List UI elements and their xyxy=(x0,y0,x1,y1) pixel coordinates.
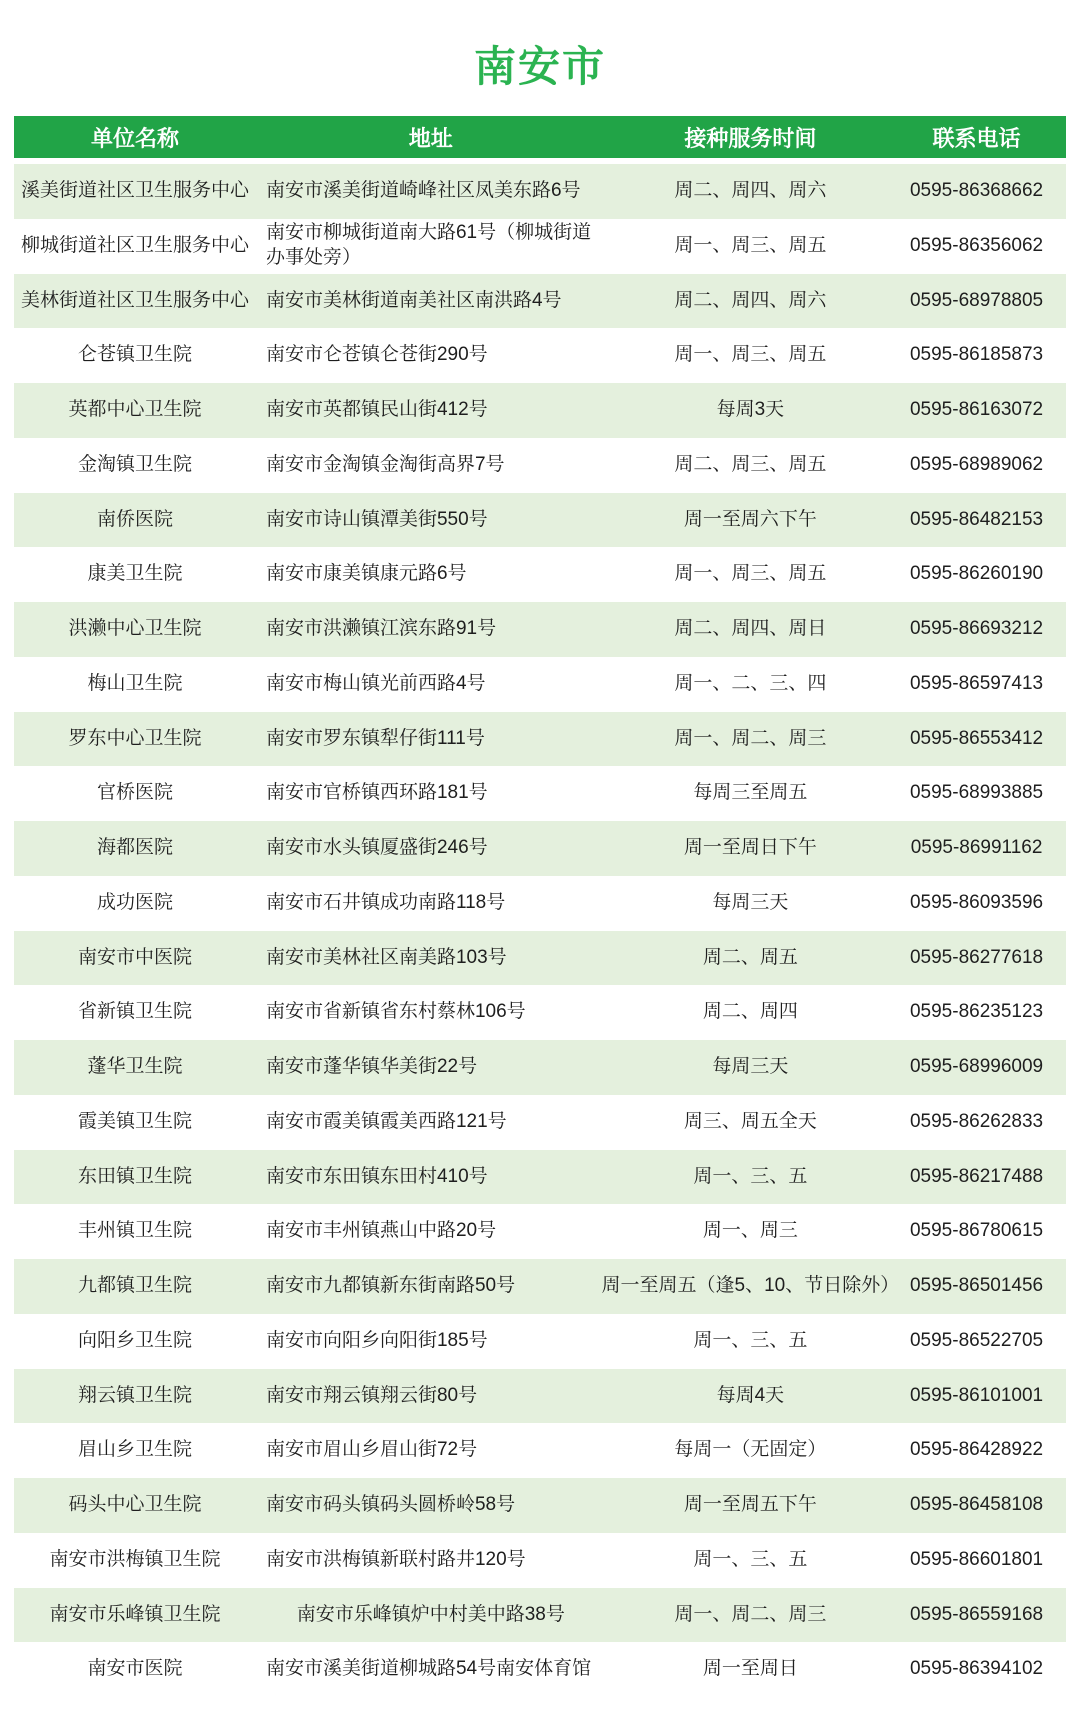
phone-cell: 0595-86262833 xyxy=(909,1110,1044,1132)
table-row xyxy=(14,1478,1066,1533)
unit-name-cell: 向阳乡卫生院 xyxy=(77,1329,192,1351)
address-cell: 南安市美林街道南美社区南洪路4号 xyxy=(265,289,562,311)
unit-name-cell: 霞美镇卫生院 xyxy=(77,1110,192,1132)
phone-cell: 0595-86553412 xyxy=(909,727,1044,749)
table-row xyxy=(14,328,1066,383)
header-phone: 联系电话 xyxy=(932,125,1021,151)
header-address: 地址 xyxy=(408,125,453,151)
phone-cell: 0595-68996009 xyxy=(909,1056,1044,1078)
table-row xyxy=(14,766,1066,821)
clinic-table xyxy=(14,116,1066,1697)
service-time-cell: 周一、周三 xyxy=(702,1220,798,1242)
table-row xyxy=(14,657,1066,712)
address-cell: 南安市丰州镇燕山中路20号 xyxy=(265,1220,497,1242)
service-time-cell: 周一至周六下午 xyxy=(683,508,817,530)
unit-name-cell: 码头中心卫生院 xyxy=(68,1494,202,1516)
service-time-cell: 每周4天 xyxy=(716,1384,785,1406)
unit-name-cell: 九都镇卫生院 xyxy=(77,1275,192,1297)
table-row xyxy=(14,493,1066,548)
service-time-cell: 周二、周四、周六 xyxy=(674,289,827,311)
unit-name-cell: 英都中心卫生院 xyxy=(68,399,202,421)
address-cell: 南安市英都镇民山街412号 xyxy=(265,399,488,421)
service-time-cell: 周一至周五（逢5、10、节日除外） xyxy=(601,1275,900,1297)
unit-name-cell: 金淘镇卫生院 xyxy=(77,453,192,475)
service-time-cell: 每周三天 xyxy=(712,1056,789,1078)
table-row xyxy=(14,1369,1066,1424)
service-time-cell: 周一、三、五 xyxy=(693,1548,808,1570)
table-row xyxy=(14,876,1066,931)
page-title: 南安市 xyxy=(473,43,606,90)
address-cell: 南安市柳城街道南大路61号（柳城街道办事处旁） xyxy=(265,222,592,269)
unit-name-cell: 美林街道社区卫生服务中心 xyxy=(20,289,249,311)
service-time-cell: 周一、周三、周五 xyxy=(674,234,827,256)
table-row xyxy=(14,1150,1066,1205)
table-row xyxy=(14,821,1066,876)
unit-name-cell: 眉山乡卫生院 xyxy=(77,1439,192,1461)
address-cell: 南安市霞美镇霞美西路121号 xyxy=(265,1110,507,1132)
service-time-cell: 每周三天 xyxy=(712,891,789,913)
service-time-cell: 周一、二、三、四 xyxy=(674,672,827,694)
phone-cell: 0595-86394102 xyxy=(909,1658,1044,1680)
service-time-cell: 周二、周三、周五 xyxy=(674,453,827,475)
unit-name-cell: 罗东中心卫生院 xyxy=(68,727,202,749)
unit-name-cell: 南侨医院 xyxy=(96,508,173,530)
service-time-cell: 周一、周三、周五 xyxy=(674,563,827,585)
address-cell: 南安市眉山乡眉山街72号 xyxy=(265,1439,478,1461)
table-row xyxy=(14,547,1066,602)
unit-name-cell: 南安市中医院 xyxy=(77,946,192,968)
unit-name-cell: 成功医院 xyxy=(96,891,173,913)
table-row xyxy=(14,1040,1066,1095)
phone-cell: 0595-86522705 xyxy=(909,1329,1044,1351)
table-row xyxy=(14,383,1066,438)
table-row xyxy=(14,164,1066,219)
unit-name-cell: 官桥医院 xyxy=(96,782,173,804)
unit-name-cell: 翔云镇卫生院 xyxy=(77,1384,192,1406)
unit-name-cell: 海都医院 xyxy=(96,837,173,859)
service-time-cell: 每周三至周五 xyxy=(693,782,808,804)
table-row xyxy=(14,602,1066,657)
address-cell: 南安市金淘镇金淘街高界7号 xyxy=(265,453,505,475)
unit-name-cell: 省新镇卫生院 xyxy=(77,1001,192,1023)
unit-name-cell: 洪濑中心卫生院 xyxy=(68,618,202,640)
service-time-cell: 周一、周三、周五 xyxy=(674,344,827,366)
service-time-cell: 周一至周日 xyxy=(702,1658,798,1680)
unit-name-cell: 南安市医院 xyxy=(87,1658,183,1680)
service-time-cell: 周二、周四、周六 xyxy=(674,180,827,202)
unit-name-cell: 南安市乐峰镇卫生院 xyxy=(49,1603,221,1625)
header-unit-name: 单位名称 xyxy=(90,125,179,151)
service-time-cell: 每周一（无固定） xyxy=(674,1439,827,1461)
service-time-cell: 周二、周五 xyxy=(702,946,798,968)
phone-cell: 0595-86356062 xyxy=(909,234,1044,256)
service-time-cell: 周一、三、五 xyxy=(693,1165,808,1187)
address-cell: 南安市码头镇码头圆桥岭58号 xyxy=(265,1494,516,1516)
phone-cell: 0595-86235123 xyxy=(909,1001,1044,1023)
address-cell: 南安市溪美街道崎峰社区凤美东路6号 xyxy=(265,180,581,202)
phone-cell: 0595-86559168 xyxy=(909,1603,1044,1625)
address-cell: 南安市石井镇成功南路118号 xyxy=(265,891,506,913)
table-header-row xyxy=(14,116,1066,158)
unit-name-cell: 柳城街道社区卫生服务中心 xyxy=(20,234,249,256)
phone-cell: 0595-86693212 xyxy=(909,618,1044,640)
address-cell: 南安市官桥镇西环路181号 xyxy=(265,782,488,804)
unit-name-cell: 康美卫生院 xyxy=(87,563,183,585)
table-row xyxy=(14,1095,1066,1150)
service-time-cell: 周二、周四 xyxy=(702,1001,798,1023)
table-row xyxy=(14,712,1066,767)
address-cell: 南安市溪美街道柳城路54号南安体育馆 xyxy=(265,1658,592,1680)
unit-name-cell: 丰州镇卫生院 xyxy=(77,1220,192,1242)
phone-cell: 0595-86601801 xyxy=(909,1548,1044,1570)
service-time-cell: 周三、周五全天 xyxy=(683,1110,817,1132)
phone-cell: 0595-86597413 xyxy=(909,672,1044,694)
phone-cell: 0595-86482153 xyxy=(909,508,1044,530)
service-time-cell: 周一至周日下午 xyxy=(683,837,817,859)
table-row xyxy=(14,1259,1066,1314)
table-row xyxy=(14,1588,1066,1643)
table-row xyxy=(14,1204,1066,1259)
phone-cell: 0595-86991162 xyxy=(910,837,1043,859)
phone-cell: 0595-68993885 xyxy=(909,782,1044,804)
address-cell: 南安市诗山镇潭美街550号 xyxy=(265,508,488,530)
table-row xyxy=(14,931,1066,986)
unit-name-cell: 蓬华卫生院 xyxy=(87,1056,183,1078)
table-row xyxy=(14,1423,1066,1478)
address-cell: 南安市仑苍镇仑苍街290号 xyxy=(265,344,488,366)
address-cell: 南安市东田镇东田村410号 xyxy=(265,1165,488,1187)
service-time-cell: 周一、周二、周三 xyxy=(674,1603,827,1625)
address-cell: 南安市乐峰镇炉中村美中路38号 xyxy=(296,1603,565,1625)
header-service-time: 接种服务时间 xyxy=(684,125,817,151)
phone-cell: 0595-86428922 xyxy=(909,1439,1044,1461)
phone-cell: 0595-68989062 xyxy=(909,453,1044,475)
phone-cell: 0595-86217488 xyxy=(909,1165,1044,1187)
phone-cell: 0595-86185873 xyxy=(909,344,1044,366)
address-cell: 南安市康美镇康元路6号 xyxy=(265,563,467,585)
address-cell: 南安市洪濑镇江滨东路91号 xyxy=(265,618,497,640)
address-cell: 南安市翔云镇翔云街80号 xyxy=(265,1384,478,1406)
phone-cell: 0595-86368662 xyxy=(909,180,1044,202)
table-row xyxy=(14,1314,1066,1369)
phone-cell: 0595-86260190 xyxy=(909,563,1044,585)
unit-name-cell: 梅山卫生院 xyxy=(87,672,183,694)
table-row xyxy=(14,985,1066,1040)
phone-cell: 0595-68978805 xyxy=(909,289,1044,311)
address-cell: 南安市向阳乡向阳街185号 xyxy=(265,1329,488,1351)
phone-cell: 0595-86501456 xyxy=(909,1275,1044,1297)
unit-name-cell: 南安市洪梅镇卫生院 xyxy=(49,1548,221,1570)
unit-name-cell: 仑苍镇卫生院 xyxy=(77,344,192,366)
address-cell: 南安市水头镇厦盛街246号 xyxy=(265,837,488,859)
phone-cell: 0595-86163072 xyxy=(909,399,1044,421)
phone-cell: 0595-86101001 xyxy=(909,1384,1044,1406)
unit-name-cell: 东田镇卫生院 xyxy=(77,1165,192,1187)
phone-cell: 0595-86093596 xyxy=(909,891,1044,913)
address-cell: 南安市蓬华镇华美街22号 xyxy=(265,1056,478,1078)
table-row xyxy=(14,1533,1066,1588)
address-cell: 南安市罗东镇犁仔街111号 xyxy=(265,727,485,749)
table-row xyxy=(14,219,1066,274)
table-body xyxy=(14,164,1066,1697)
table-row xyxy=(14,438,1066,493)
phone-cell: 0595-86780615 xyxy=(909,1220,1044,1242)
address-cell: 南安市美林社区南美路103号 xyxy=(265,946,507,968)
phone-cell: 0595-86277618 xyxy=(909,946,1044,968)
service-time-cell: 周一、周二、周三 xyxy=(674,727,827,749)
service-time-cell: 每周3天 xyxy=(716,399,785,421)
service-time-cell: 周二、周四、周日 xyxy=(674,618,827,640)
table-row xyxy=(14,1642,1066,1697)
unit-name-cell: 溪美街道社区卫生服务中心 xyxy=(20,180,249,202)
table-row xyxy=(14,274,1066,329)
address-cell: 南安市梅山镇光前西路4号 xyxy=(265,672,486,694)
address-cell: 南安市九都镇新东街南路50号 xyxy=(265,1275,516,1297)
service-time-cell: 周一、三、五 xyxy=(693,1329,808,1351)
service-time-cell: 周一至周五下午 xyxy=(683,1494,817,1516)
address-cell: 南安市省新镇省东村蔡林106号 xyxy=(265,1001,526,1023)
phone-cell: 0595-86458108 xyxy=(909,1494,1044,1516)
address-cell: 南安市洪梅镇新联村路井120号 xyxy=(265,1548,526,1570)
